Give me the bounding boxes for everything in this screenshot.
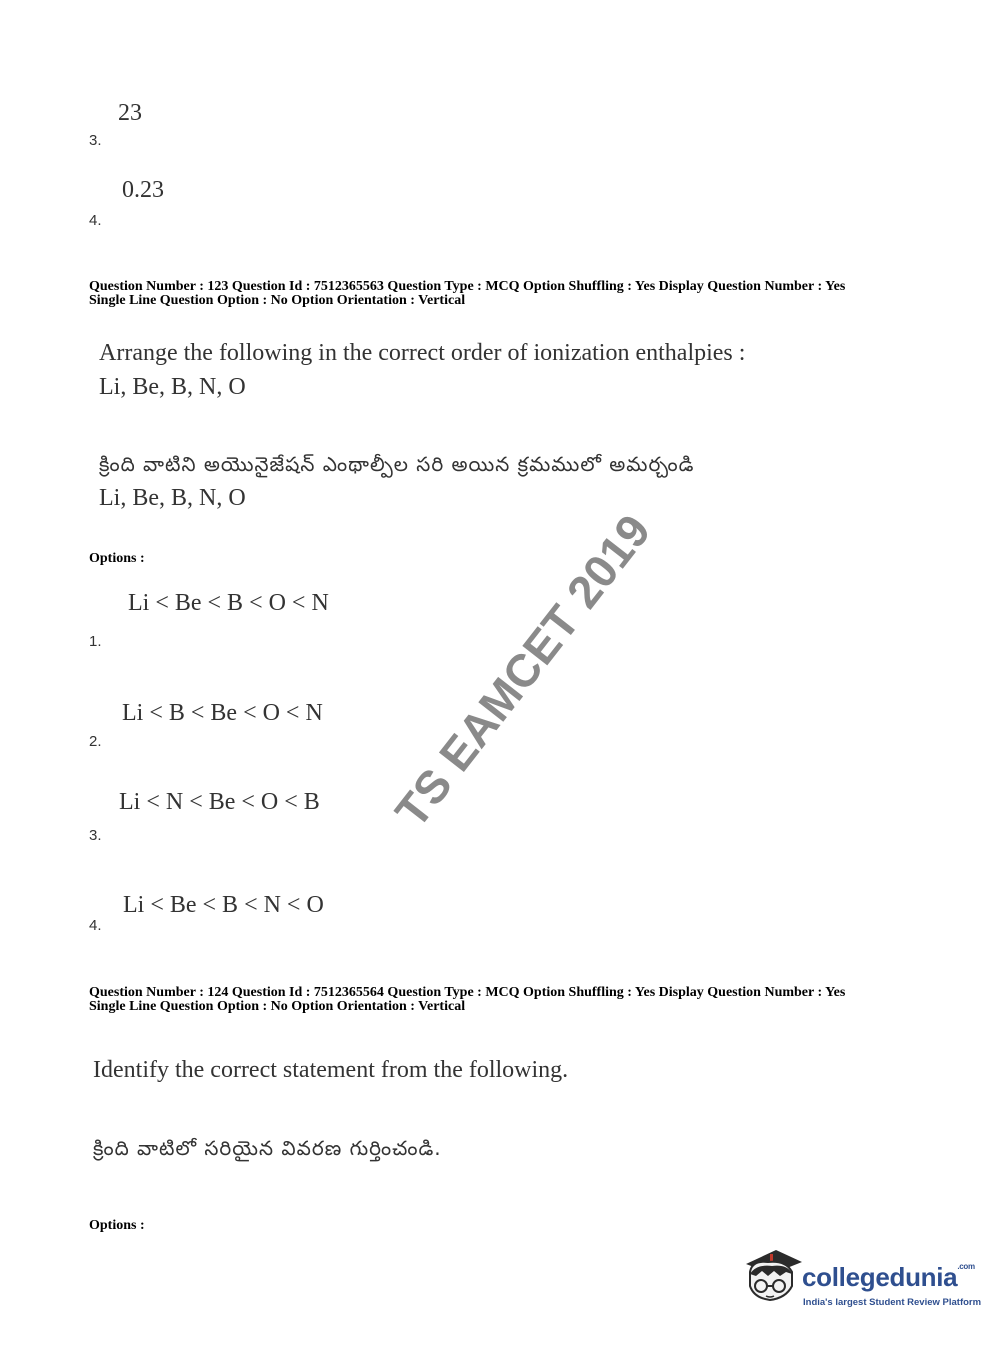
q123-elements-te: Li, Be, B, N, O [99,485,246,511]
q123-elements-en: Li, Be, B, N, O [99,374,246,400]
logo-suffix: .com [957,1262,975,1271]
q123-meta-line1: Question Number : 123 Question Id : 7512365563 Question Type : MCQ Option Shuffling : Yes Display Question Number : Yes [89,279,846,294]
prev-option-3-number: 3. [89,132,102,149]
q124-options-label: Options : [89,1218,145,1233]
q124-question-en: Identify the correct statement from the following. [93,1057,569,1083]
q123-question-en: Arrange the following in the correct order of ionization enthalpies : [99,340,746,366]
q123-option-4-number: 4. [89,917,102,934]
prev-option-4-text: 0.23 [122,177,164,203]
q123-option-2-number: 2. [89,733,102,750]
q123-option-3-text: Li < N < Be < O < B [119,789,320,815]
logo-name: collegedunia [802,1262,958,1292]
prev-option-4-number: 4. [89,212,102,229]
q123-option-1-number: 1. [89,633,102,650]
q123-option-4-text: Li < Be < B < N < O [123,892,324,918]
q124-meta-line1: Question Number : 124 Question Id : 7512365564 Question Type : MCQ Option Shuffling : Yes Display Question Number : Yes [89,985,846,1000]
q123-options-label: Options : [89,551,145,566]
q123-option-3-number: 3. [89,827,102,844]
q123-option-1-text: Li < Be < B < O < N [128,590,329,616]
q124-meta-line2: Single Line Question Option : No Option Orientation : Vertical [89,999,466,1014]
watermark-text: TS EAMCET 2019 [384,504,661,837]
logo-tagline: India's largest Student Review Platform [803,1297,982,1308]
q123-meta-line2: Single Line Question Option : No Option Orientation : Vertical [89,293,466,308]
collegedunia-logo-text [802,1262,975,1293]
q123-option-2-text: Li < B < Be < O < N [122,700,323,726]
q123-question-te: క్రింది వాటిని అయొనైజేషన్ ఎంథాల్పీల సరి అయిన క్రమములో అమర్చండి [99,452,695,476]
prev-option-3-text: 23 [118,100,142,126]
q124-question-te: క్రింది వాటిలో సరియైన వివరణ గుర్తించండి. [93,1136,442,1160]
